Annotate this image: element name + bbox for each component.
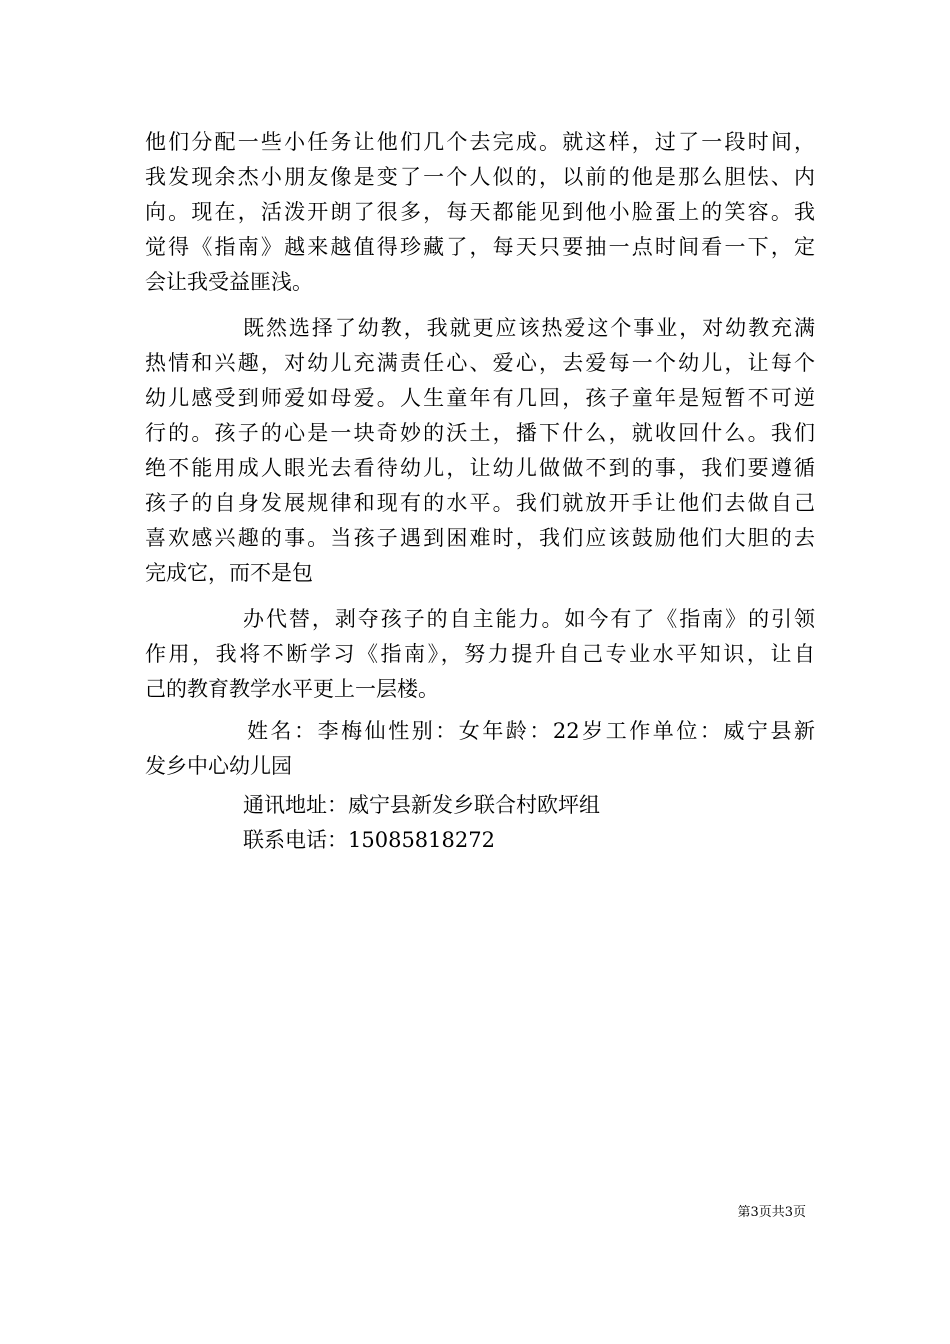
paragraph-1-line-3: 向。现在，活泼开朗了很多，每天都能见到他小脸蛋上的笑容。我	[145, 200, 815, 224]
author-phone: 联系电话：15085818272	[243, 828, 495, 852]
paragraph-1-line-2: 我发现余杰小朋友像是变了一个人似的，以前的他是那么胆怯、内	[145, 165, 815, 189]
author-address: 通讯地址：威宁县新发乡联合村欧坪组	[243, 793, 600, 817]
paragraph-2-line-5: 绝不能用成人眼光去看待幼儿，让幼儿做做不到的事，我们要遵循	[145, 456, 815, 480]
paragraph-3-line-1: 办代替，剥夺孩子的自主能力。如今有了《指南》的引领	[243, 607, 815, 631]
paragraph-1-line-5: 会让我受益匪浅。	[145, 270, 313, 294]
paragraph-2-line-6: 孩子的自身发展规律和现有的水平。我们就放开手让他们去做自己	[145, 491, 815, 515]
paragraph-2-line-1: 既然选择了幼教，我就更应该热爱这个事业，对幼教充满	[243, 316, 815, 340]
paragraph-1-line-1: 他们分配一些小任务让他们几个去完成。就这样，过了一段时间，	[145, 130, 815, 154]
paragraph-3-line-2: 作用，我将不断学习《指南》，努力提升自己专业水平知识，让自	[145, 642, 815, 666]
paragraph-2-line-7: 喜欢感兴趣的事。当孩子遇到困难时，我们应该鼓励他们大胆的去	[145, 526, 815, 550]
author-info-line-1: 姓名：李梅仙性别：女年龄：22岁工作单位：威宁县新	[247, 719, 815, 743]
author-info-line-2: 发乡中心幼儿园	[145, 754, 292, 778]
paragraph-2-line-4: 行的。孩子的心是一块奇妙的沃土，播下什么，就收回什么。我们	[145, 421, 815, 445]
paragraph-2-line-2: 热情和兴趣，对幼儿充满责任心、爱心，去爱每一个幼儿，让每个	[145, 351, 815, 375]
page-number: 第3页共3页	[737, 1205, 806, 1220]
paragraph-3-line-3: 己的教育教学水平更上一层楼。	[145, 677, 439, 701]
paragraph-2-line-3: 幼儿感受到师爱如母爱。人生童年有几回，孩子童年是短暂不可逆	[145, 386, 815, 410]
paragraph-2-line-8: 完成它，而不是包	[145, 561, 313, 585]
paragraph-1-line-4: 觉得《指南》越来越值得珍藏了，每天只要抽一点时间看一下，定	[145, 235, 815, 259]
